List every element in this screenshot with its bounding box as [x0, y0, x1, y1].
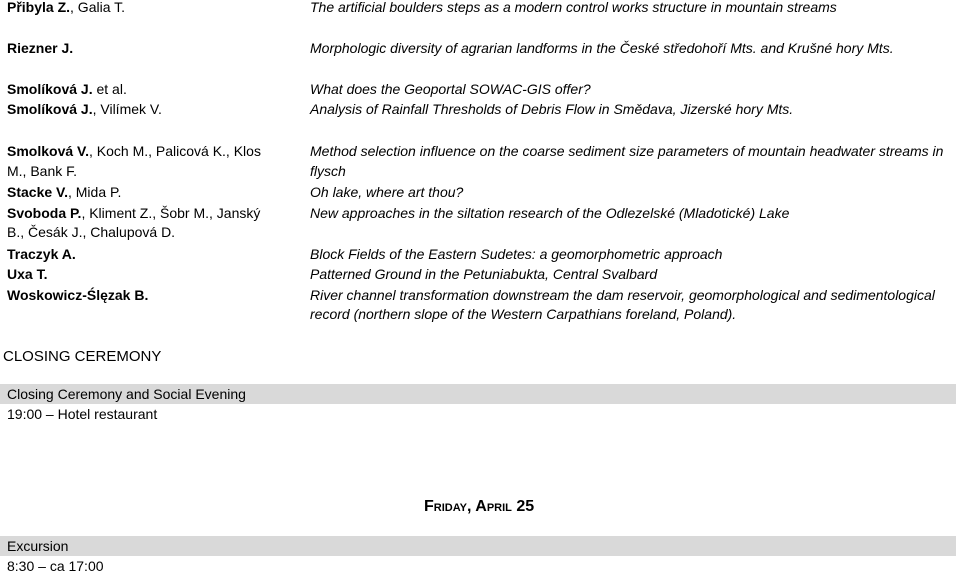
talk-title: Oh lake, where art thou?	[310, 184, 464, 200]
author-primary: Smolíková J.	[7, 101, 93, 117]
excursion-bar	[0, 536, 956, 556]
closing-event-bar	[0, 384, 956, 404]
talk-title: Block Fields of the Eastern Sudetes: a geomorphometric approach	[310, 246, 723, 262]
day-heading-friday: Friday, April 25	[424, 498, 535, 515]
talk-title: Analysis of Rainfall Thresholds of Debris Flow in Smědava, Jizerské hory Mts.	[310, 101, 794, 117]
talk-title: flysch	[310, 163, 346, 179]
author-coauthors: , Koch M., Palicová K., Klos	[88, 143, 261, 159]
talk-title: Morphologic diversity of agrarian landforms in the České středohoří Mts. and Krušné hory Mts.	[310, 40, 894, 56]
talk-title: Method selection influence on the coarse sediment size parameters of mountain headwater streams in	[310, 143, 944, 159]
author-cell	[7, 141, 261, 161]
author-primary: Uxa T.	[7, 266, 48, 282]
author-primary: Svoboda P.	[7, 205, 82, 221]
author-cell	[7, 38, 73, 58]
author-primary: Riezner J.	[7, 40, 74, 56]
author-primary: Smolíková J.	[7, 81, 93, 97]
talk-title: What does the Geoportal SOWAC-GIS offer?	[310, 81, 591, 97]
author-coauthors: M., Bank F.	[7, 163, 78, 179]
author-cell	[7, 222, 175, 242]
author-primary: Woskowicz-Ślęzak B.	[7, 287, 149, 303]
author-primary: Přibyla Z.	[7, 0, 71, 15]
author-primary: Smolková V.	[7, 143, 89, 159]
author-coauthors: , Kliment Z., Šobr M., Janský	[81, 205, 261, 221]
author-coauthors: , Mida P.	[67, 184, 122, 200]
excursion-time: 8:30 – ca 17:00	[7, 558, 104, 574]
talk-title: New approaches in the siltation research of the Odlezelské (Mladotické) Lake	[310, 205, 790, 221]
talk-title: Patterned Ground in the Petuniabukta, Central Svalbard	[310, 266, 658, 282]
author-cell	[7, 99, 162, 119]
author-cell	[7, 244, 76, 264]
closing-event-label: Closing Ceremony and Social Evening	[7, 386, 246, 402]
author-primary: Traczyk A.	[7, 246, 76, 262]
talk-title: record (northern slope of the Western Carpathians foreland, Poland).	[310, 306, 737, 322]
author-coauthors: et al.	[92, 81, 127, 97]
talk-title: The artificial boulders steps as a modern control works structure in mountain streams	[310, 0, 837, 15]
author-cell	[7, 182, 121, 202]
author-cell	[7, 79, 127, 99]
author-cell	[7, 203, 260, 223]
author-cell	[7, 161, 77, 181]
author-primary: Stacke V.	[7, 184, 68, 200]
closing-time-place: 19:00 – Hotel restaurant	[7, 406, 158, 422]
author-coauthors: , Galia T.	[70, 0, 126, 15]
author-cell	[7, 264, 47, 284]
talk-title: River channel transformation downstream the dam reservoir, geomorphological and sedimentological	[310, 287, 935, 303]
author-cell	[7, 0, 125, 17]
section-heading-closing-ceremony: CLOSING CEREMONY	[3, 348, 162, 365]
author-coauthors: B., Česák J., Chalupová D.	[7, 224, 176, 240]
author-cell	[7, 285, 148, 305]
author-coauthors: , Vilímek V.	[92, 101, 162, 117]
excursion-label: Excursion	[7, 538, 69, 554]
